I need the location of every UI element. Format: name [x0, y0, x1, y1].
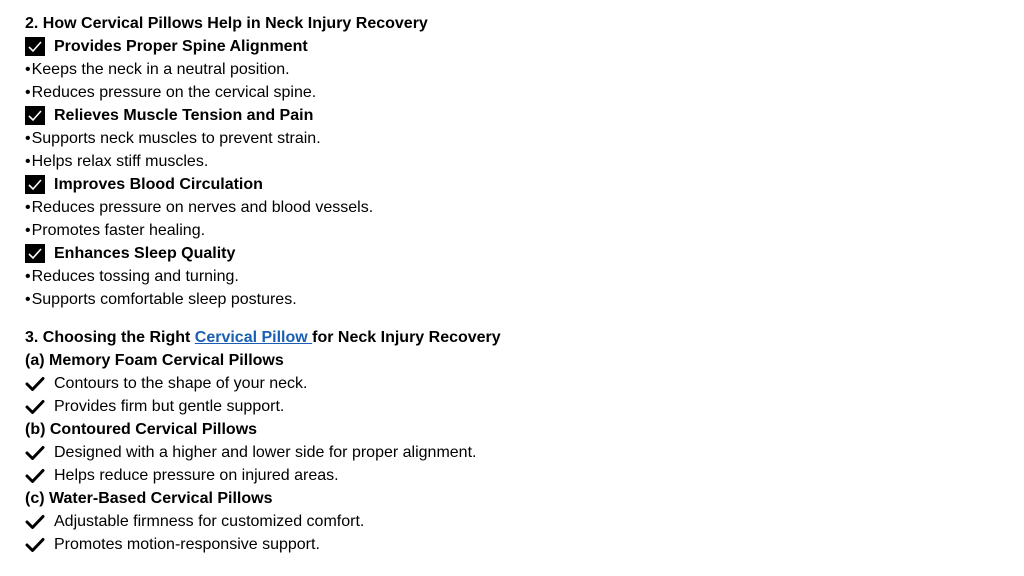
checkbox-checked-icon	[25, 244, 45, 263]
check-item: Provides firm but gentle support.	[25, 395, 1005, 418]
section-2-title: 2. How Cervical Pillows Help in Neck Injury Recovery	[25, 15, 428, 32]
checkmark-icon	[25, 514, 47, 530]
bullet-item: • Supports neck muscles to prevent strain.	[25, 130, 321, 147]
benefit-heading-text: Relieves Muscle Tension and Pain	[54, 107, 314, 124]
bullet-item: • Helps relax stiff muscles.	[25, 153, 209, 170]
checkbox-checked-icon	[25, 175, 45, 194]
bullet-item: • Reduces pressure on the cervical spine.	[25, 84, 317, 101]
bullet-item: • Supports comfortable sleep postures.	[25, 291, 297, 308]
subsection-heading: (c) Water-Based Cervical Pillows	[25, 490, 273, 507]
checkbox-checked-icon	[25, 37, 45, 56]
check-item: Contours to the shape of your neck.	[25, 372, 1005, 395]
benefit-heading-text: Provides Proper Spine Alignment	[54, 38, 308, 55]
subsection-heading: (a) Memory Foam Cervical Pillows	[25, 352, 284, 369]
bullet-item: • Reduces pressure on nerves and blood vessels.	[25, 199, 374, 216]
checkbox-checked-icon	[25, 106, 45, 125]
check-item: Designed with a higher and lower side for proper alignment.	[25, 441, 1005, 464]
check-item: Helps reduce pressure on injured areas.	[25, 464, 1005, 487]
bullet-item: • Keeps the neck in a neutral position.	[25, 61, 290, 78]
checkmark-icon	[25, 399, 47, 415]
benefit-heading-text: Improves Blood Circulation	[54, 176, 263, 193]
benefit-heading	[25, 242, 1005, 265]
benefit-heading-text: Enhances Sleep Quality	[54, 245, 236, 262]
bullet-item: • Promotes faster healing.	[25, 222, 206, 239]
benefit-heading	[25, 35, 1005, 58]
check-item: Adjustable firmness for customized comfort.	[25, 510, 1005, 533]
bullet-item: • Reduces tossing and turning.	[25, 268, 239, 285]
checkmark-icon	[25, 376, 47, 392]
subsection-heading: (b) Contoured Cervical Pillows	[25, 421, 258, 438]
document-content	[25, 12, 1005, 556]
section-3-title: 3. Choosing the Right Cervical Pillow for Neck Injury Recovery	[25, 326, 1005, 349]
check-item: Promotes motion-responsive support.	[25, 533, 1005, 556]
cervical-pillow-link[interactable]: Cervical Pillow	[194, 329, 313, 346]
checkmark-icon	[25, 468, 47, 484]
checkmark-icon	[25, 537, 47, 553]
benefit-heading	[25, 173, 1005, 196]
checkmark-icon	[25, 445, 47, 461]
benefit-heading	[25, 104, 1005, 127]
